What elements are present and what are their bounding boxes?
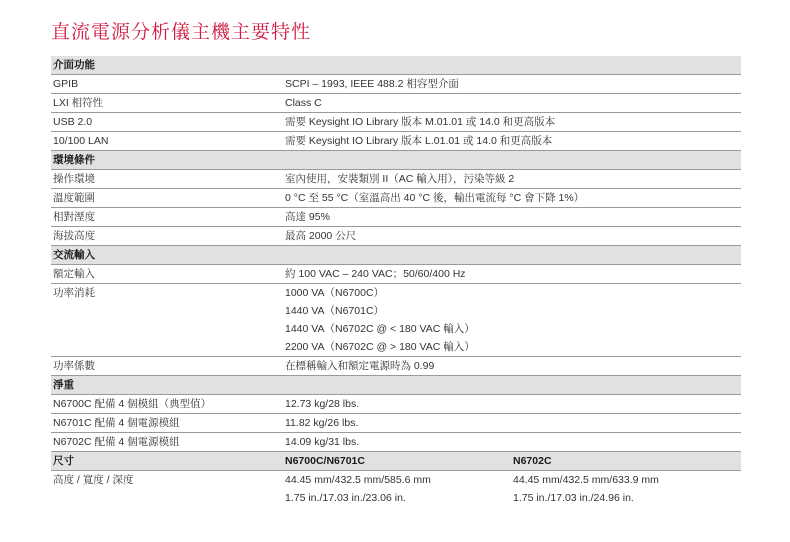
row-label: USB 2.0 — [53, 116, 93, 128]
section-title: 尺寸 — [53, 455, 74, 467]
row-value: 室內使用，安裝類別 II（AC 輸入用），污染等級 2 — [285, 173, 515, 185]
table-row — [51, 471, 741, 507]
row-label: 額定輸入 — [53, 268, 95, 280]
row-label: N6701C 配備 4 個電源模組 — [53, 417, 180, 429]
row-label: 海拔高度 — [53, 230, 95, 242]
power-line: 2200 VA（N6702C @ > 180 VAC 輸入） — [285, 341, 475, 353]
row-value: 12.73 kg/28 lbs. — [285, 398, 360, 410]
table-row — [51, 75, 741, 94]
dimension-metric: 44.45 mm/432.5 mm/585.6 mm — [285, 474, 431, 486]
table-row — [51, 395, 741, 414]
row-value: 高達 95% — [285, 211, 330, 223]
power-line: 1440 VA（N6702C @ < 180 VAC 輸入） — [285, 323, 475, 335]
row-value: 需要 Keysight IO Library 版本 M.01.01 或 14.0 和更高版本 — [285, 116, 556, 128]
dimension-imperial: 1.75 in./17.03 in./24.96 in. — [513, 492, 634, 504]
dimension-metric: 44.45 mm/432.5 mm/633.9 mm — [513, 474, 659, 486]
row-label: 相對溼度 — [53, 211, 95, 223]
section-title: 交流輸入 — [53, 249, 95, 261]
row-label: N6700C 配備 4 個模組（典型值） — [53, 398, 212, 410]
row-value: 11.82 kg/26 lbs. — [285, 417, 359, 429]
row-label: GPIB — [53, 78, 79, 90]
table-row — [51, 94, 741, 113]
row-label: 操作環境 — [53, 173, 95, 185]
section-header-environment — [51, 151, 741, 170]
table-row — [51, 227, 741, 246]
power-line: 1000 VA（N6700C） — [285, 287, 385, 299]
table-row — [51, 433, 741, 452]
row-label: N6702C 配備 4 個電源模組 — [53, 436, 180, 448]
column-header: N6702C — [513, 455, 552, 467]
row-value: 在標稱輸入和額定電源時為 0.99 — [285, 360, 435, 372]
row-value: 0 °C 至 55 °C（室溫高出 40 °C 後，輸出電流每 °C 會下降 1%） — [285, 192, 585, 204]
dimension-imperial: 1.75 in./17.03 in./23.06 in. — [285, 492, 406, 504]
table-row — [51, 284, 741, 357]
row-value: SCPI – 1993, IEEE 488.2 相容型介面 — [285, 78, 459, 90]
row-label: 高度 / 寬度 / 深度 — [53, 474, 134, 486]
section-header-interface — [51, 56, 741, 75]
table-row — [51, 265, 741, 284]
page-title: 直流電源分析儀主機主要特性 — [51, 22, 312, 43]
section-header-ac-input — [51, 246, 741, 265]
table-row — [51, 357, 741, 376]
section-title: 環境條件 — [53, 154, 95, 166]
spec-table — [51, 56, 741, 507]
row-label: 溫度範圍 — [53, 192, 95, 204]
power-consumption-list — [285, 284, 741, 356]
row-value: 約 100 VAC – 240 VAC；50/60/400 Hz — [285, 268, 466, 280]
row-value: 14.09 kg/31 lbs. — [285, 436, 360, 448]
row-label: 功率消耗 — [53, 287, 95, 299]
table-row — [51, 414, 741, 433]
row-label: 10/100 LAN — [53, 135, 109, 147]
section-title: 介面功能 — [53, 59, 95, 71]
table-row — [51, 208, 741, 227]
section-title: 淨重 — [53, 379, 74, 391]
table-row — [51, 189, 741, 208]
section-header-weight — [51, 376, 741, 395]
table-row — [51, 113, 741, 132]
row-value: Class C — [285, 97, 322, 109]
dimension-values-n6700c-n6701c — [285, 471, 513, 507]
table-row — [51, 170, 741, 189]
row-label: LXI 相符性 — [53, 97, 104, 109]
row-value: 需要 Keysight IO Library 版本 L.01.01 或 14.0 和更高版本 — [285, 135, 553, 147]
power-line: 1440 VA（N6701C） — [285, 305, 385, 317]
dimension-values-n6702c — [513, 471, 741, 507]
table-row — [51, 132, 741, 151]
section-header-dimensions — [51, 452, 741, 471]
row-value: 最高 2000 公尺 — [285, 230, 357, 242]
column-header: N6700C/N6701C — [285, 455, 365, 467]
row-label: 功率係數 — [53, 360, 95, 372]
